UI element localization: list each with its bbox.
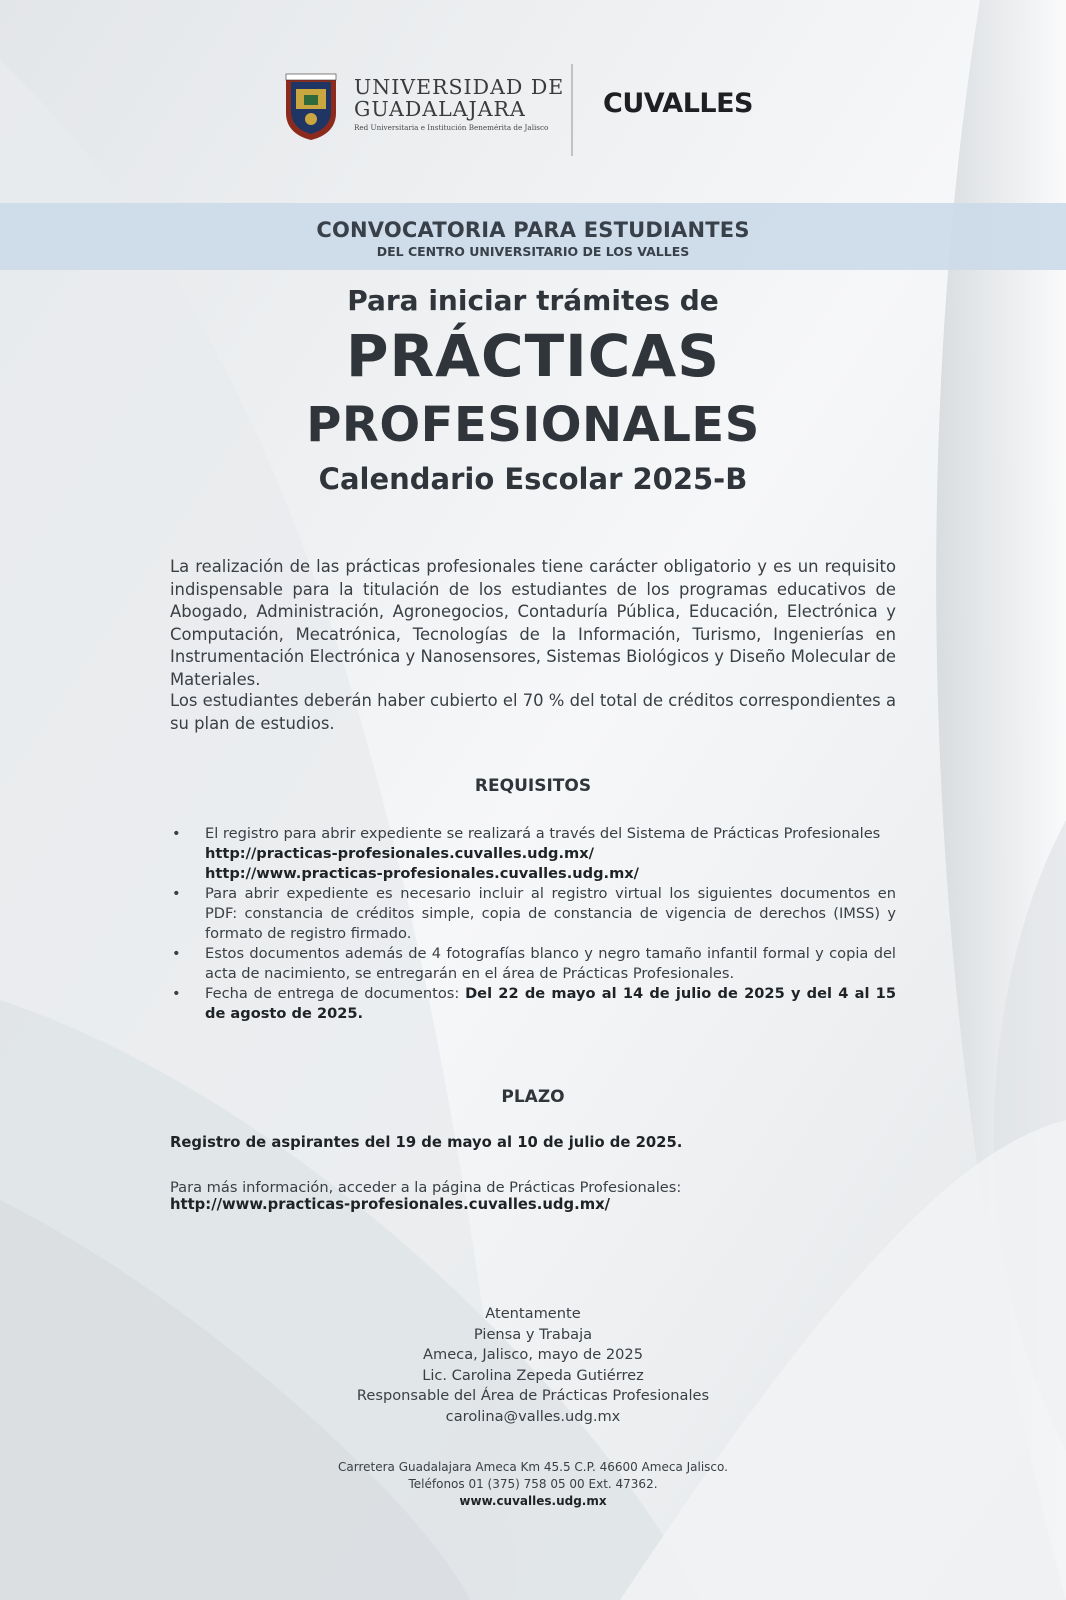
requirement-text: El registro para abrir expediente se realizará a través del Sistema de Prácticas Profesionales (205, 825, 881, 842)
campus-logo: CUVALLES (603, 88, 753, 119)
closing-line: Atentamente (485, 1305, 581, 1322)
requirement-text: Estos documentos además de 4 fotografías blanco y negro tamaño infantil formal y copia del acta de nacimiento, se entregarán en el área de Prácticas Profesionales. (205, 945, 896, 982)
bullet-icon: • (172, 985, 181, 1002)
list-item (170, 984, 896, 1024)
udg-logo (282, 70, 565, 144)
deadline-title: PLAZO (501, 1087, 565, 1107)
calendar-title: Calendario Escolar 2025-B (318, 462, 748, 496)
more-info-link[interactable]: http://www.practicas-profesionales.cuvalles.udg.mx/ (170, 1196, 611, 1213)
more-info-text: Para más información, acceder a la página de Prácticas Profesionales: (170, 1179, 682, 1196)
university-name-line1: UNIVERSIDAD DE (354, 75, 565, 99)
bullet-icon: • (172, 945, 181, 962)
logo-divider (571, 64, 573, 156)
footer-phone: Teléfonos 01 (375) 758 05 00 Ext. 47362. (408, 1477, 658, 1491)
registration-dates: Registro de aspirantes del 19 de mayo al 10 de julio de 2025. (170, 1134, 683, 1151)
bullet-icon: • (172, 885, 181, 902)
signer-role: Responsable del Área de Prácticas Profesionales (356, 1387, 710, 1405)
call-subtitle: DEL CENTRO UNIVERSITARIO DE LOS VALLES (376, 244, 690, 259)
headline-main: PRÁCTICAS (346, 322, 720, 390)
credits-paragraph: Los estudiantes deberán haber cubierto el 70 % del total de créditos correspondientes a su plan de estudios. (170, 691, 896, 733)
list-item (170, 944, 896, 984)
requirement-text: Para abrir expediente es necesario incluir al registro virtual los siguientes documentos en PDF: constancia de créditos simple, copia de constancia de vigencia de derechos (IMSS) y formato de registro firmado. (205, 885, 896, 942)
list-item (170, 884, 896, 944)
motto: Piensa y Trabaja (473, 1325, 593, 1343)
requirement-text: Fecha de entrega de documentos: (205, 985, 466, 1002)
headline-intro: Para iniciar trámites de (347, 284, 719, 317)
practicas-link[interactable]: http://practicas-profesionales.cuvalles.udg.mx/ (205, 845, 594, 862)
footer-website-link[interactable]: www.cuvalles.udg.mx (459, 1494, 607, 1508)
delivery-dates: Del 22 de mayo al 14 de julio de 2025 y del 4 al 15 de agosto de 2025. (205, 985, 896, 1022)
udg-crest-icon (282, 73, 340, 141)
signer-name: Lic. Carolina Zepeda Gutiérrez (422, 1366, 644, 1384)
university-tagline: Red Universitaria e Institución Benemérita de Jalisco (354, 123, 549, 132)
signature-block (0, 1304, 1066, 1428)
requirements-title: REQUISITOS (474, 776, 592, 796)
footer-address: Carretera Guadalajara Ameca Km 45.5 C.P. 46600 Ameca Jalisco. (338, 1460, 728, 1474)
headline-main-2: PROFESIONALES (306, 397, 760, 453)
footer (0, 1459, 1066, 1510)
call-title: CONVOCATORIA PARA ESTUDIANTES (316, 218, 750, 242)
university-name-line2: GUADALAJARA (354, 97, 526, 121)
list-item (170, 824, 896, 884)
signer-email[interactable]: carolina@valles.udg.mx (445, 1407, 621, 1425)
bullet-icon: • (172, 825, 181, 842)
place-date: Ameca, Jalisco, mayo de 2025 (423, 1346, 643, 1364)
practicas-www-link[interactable]: http://www.practicas-profesionales.cuvalles.udg.mx/ (205, 865, 640, 882)
intro-paragraph: La realización de las prácticas profesionales tiene carácter obligatorio y es un requisito indispensable para la titulación de los estudiantes de los programas educativos de Abogado, Administración, Agronegocios, Contaduría Pública, Educación, Electrónica y Computación, Mecatrónica, Tecnologías de la Información, Turismo, Ingenierías en Instrumentación Electrónica y Nanosensores, Sistemas Biológicos y Diseño Molecular de Materiales. (170, 557, 896, 689)
requirements-list (170, 824, 896, 1024)
